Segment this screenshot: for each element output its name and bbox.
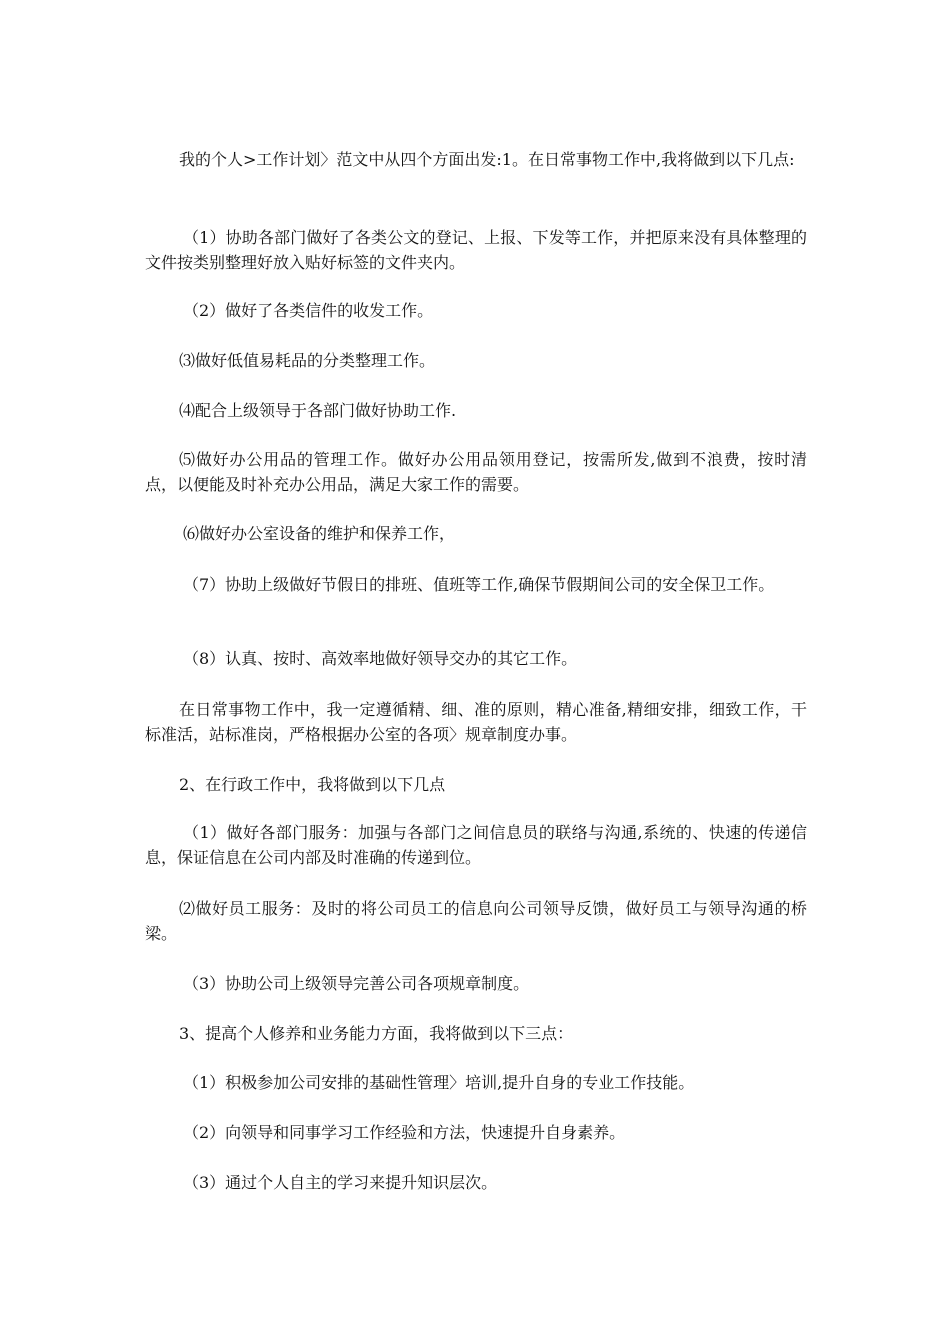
daily-item-7: （7）协助上级做好节假日的排班、值班等工作,确保节假期间公司的安全保卫工作。 <box>183 575 775 594</box>
daily-item-4: ⑷配合上级领导于各部门做好协助工作. <box>179 401 457 420</box>
intro-paragraph: 我的个人>工作计划〉范文中从四个方面出发:1。在日常事物工作中,我将做到以下几点: <box>179 150 795 169</box>
admin-item-3: （3）协助公司上级领导完善公司各项规章制度。 <box>183 974 530 993</box>
section-2-heading: 2、在行政工作中，我将做到以下几点 <box>179 775 446 794</box>
section-3-heading: 3、提高个人修养和业务能力方面，我将做到以下三点： <box>179 1024 574 1043</box>
admin-item-1: （1）做好各部门服务：加强与各部门之间信息员的联络与沟通,系统的、快速的传递信息，保证信息在公司内部及时准确的传递到位。 <box>145 823 807 867</box>
daily-item-1: （1）协助各部门做好了各类公文的登记、上报、下发等工作，并把原来没有具体整理的文件按类别整理好放入贴好标签的文件夹内。 <box>145 228 807 272</box>
daily-item-3: ⑶做好低值易耗品的分类整理工作。 <box>179 351 436 370</box>
growth-item-1: （1）积极参加公司安排的基础性管理〉培训,提升自身的专业工作技能。 <box>183 1073 695 1092</box>
daily-item-6: ⑹做好办公室设备的维护和保养工作， <box>183 524 456 543</box>
daily-summary-paragraph: 在日常事物工作中，我一定遵循精、细、准的原则，精心准备,精细安排，细致工作，干标准活，站标准岗，严格根据办公室的各项〉规章制度办事。 <box>145 700 807 744</box>
daily-item-5: ⑸做好办公用品的管理工作。做好办公用品领用登记，按需所发,做到不浪费，按时清点，以便能及时补充办公用品，满足大家工作的需要。 <box>145 450 807 494</box>
admin-item-2: ⑵做好员工服务：及时的将公司员工的信息向公司领导反馈，做好员工与领导沟通的桥梁。 <box>145 899 807 943</box>
growth-item-2: （2）向领导和同事学习工作经验和方法，快速提升自身素养。 <box>183 1123 626 1142</box>
daily-item-8: （8）认真、按时、高效率地做好领导交办的其它工作。 <box>183 649 578 668</box>
daily-item-2: （2）做好了各类信件的收发工作。 <box>183 301 434 320</box>
growth-item-3: （3）通过个人自主的学习来提升知识层次。 <box>183 1173 498 1192</box>
